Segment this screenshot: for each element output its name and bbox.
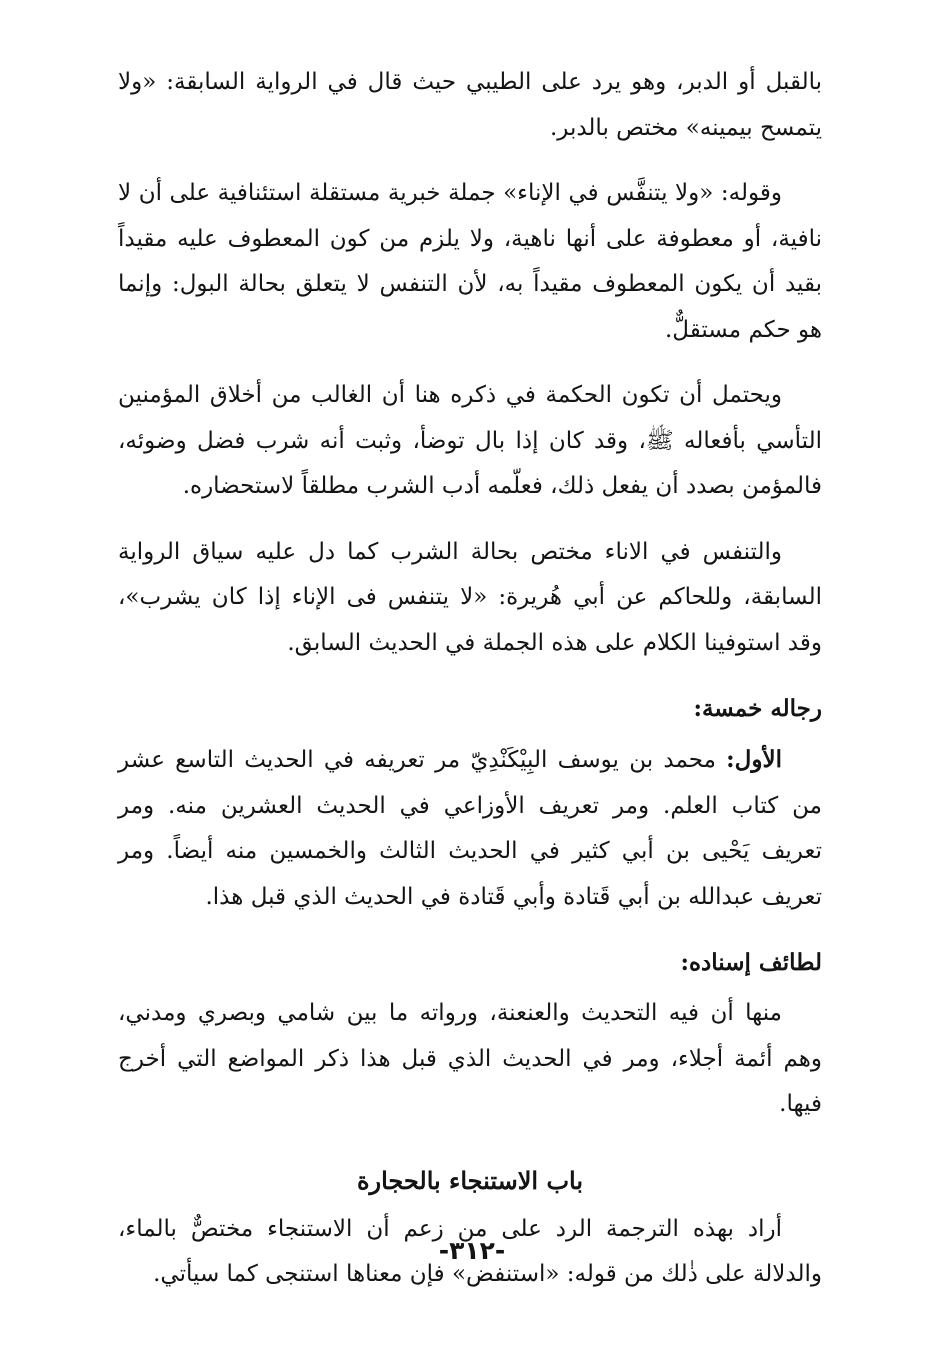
paragraph-breathing-while-drinking: والتنفس في الاناء مختص بحالة الشرب كما دل عليه سياق الرواية السابقة، وللحاكم عن أبي هُريرة: «لا يتنفس فى الإناء إذا كان يشرب»، وقد استوفينا الكلام على هذه الجملة في الحديث السابق. bbox=[118, 538, 822, 656]
page-number: -٣١٢- bbox=[438, 1236, 506, 1265]
paragraph-breathing-in-vessel: وقوله: «ولا يتنفَّس في الإناء» جملة خبرية مستقلة استئنافية على أن لا نافية، أو معطوفة على أنها ناهية، ولا يلزم من كون المعطوف عليه مقيداً بقيد أن يكون المعطوف مقيداً به، لأن التنفس لا يتعلق بحالة البول: وإنما هو حكم مستقلٌّ. bbox=[118, 180, 822, 343]
paragraph-narrators bbox=[118, 737, 822, 920]
paragraph-isnad-subtleties: منها أن فيه التحديث والعنعنة، ورواته ما بين شامي وبصري ومدني، وهم أئمة أجلاء، ومر في الحديث الذي قبل هذا ذكر المواضع التي أخرج فيها. bbox=[118, 1000, 822, 1117]
chapter-title: باب الاستنجاء بالحجارة bbox=[356, 1165, 584, 1195]
narrator-first-text: محمد بن يوسف البِيْكَنْدِيّ مر تعريفه في الحديث التاسع عشر من كتاب العلم. ومر تعريف الأوزاعي في الحديث العشرين منه. ومر تعريف يَحْيى بن أبي كثير في الحديث الثالث والخمسين منه أيضاً. ومر تعريف عبدالله بن أبي قَتادة وأبي قَتادة في الحديث الذي قبل هذا. bbox=[118, 747, 822, 910]
paragraph-wisdom: ويحتمل أن تكون الحكمة في ذكره هنا أن الغالب من أخلاق المؤمنين التأسي بأفعاله ﷺ، وقد كان إذا بال توضأ، وثبت أنه شرب فضل وضوئه، فالمؤمن بصدد أن يفعل ذلك، فعلّمه أدب الشرب مطلقاً لاستحضاره. bbox=[118, 382, 822, 499]
heading-narrators: رجاله خمسة: bbox=[693, 695, 822, 722]
heading-isnad-subtleties: لطائف إسناده: bbox=[680, 949, 822, 976]
narrator-first-label: الأول: bbox=[726, 746, 782, 773]
paragraph-chapter-intro: أراد بهذه الترجمة الرد على من زعم أن الاستنجاء مختصٌّ بالماء، والدلالة على ذٰلك من قوله: «استنفض» فإن معناها استنجى كما سيأتي. bbox=[118, 1215, 822, 1287]
document-page bbox=[118, 60, 822, 1318]
paragraph-continuation: بالقبل أو الدبر، وهو يرد على الطيبي حيث قال في الرواية السابقة: «ولا يتمسح بيمينه» مختص بالدبر. bbox=[118, 69, 822, 141]
